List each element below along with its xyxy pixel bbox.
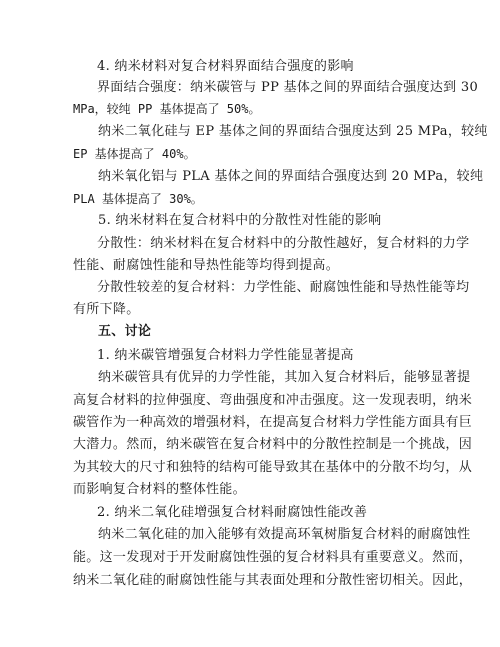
paragraph-line: 分散性：纳米材料在复合材料中的分散性越好，复合材料的力学	[97, 236, 470, 251]
paragraph-line: 碳管作为一种高效的增强材料，在提高复合材料力学性能方面具有巨	[73, 415, 473, 430]
section-heading-4: 4. 纳米材料对复合材料界面结合强度的影响	[97, 59, 354, 74]
paragraph-line: 为其较大的尺寸和独特的结构可能导致其在基体中的分散不均匀，从	[73, 460, 473, 475]
subsection-heading-1: 1. 纳米碳管增强复合材料力学性能显著提高	[97, 348, 354, 363]
paragraph-line: 分散性较差的复合材料：力学性能、耐腐蚀性能和导热性能等均	[97, 280, 470, 295]
paragraph-line: 大潜力。然而，纳米碳管在复合材料中的分散性控制是一个挑战，因	[73, 437, 473, 452]
section-heading-5: 5. 纳米材料在复合材料中的分散性对性能的影响	[98, 213, 382, 228]
paragraph-line: 纳米碳管具有优异的力学性能，其加入复合材料后，能够显著提	[98, 370, 471, 385]
paragraph-line: 纳米氧化铝与 PLA 基体之间的界面结合强度达到 20 MPa，较纯	[98, 169, 484, 184]
paragraph-line: 而影响复合材料的整体性能。	[73, 482, 246, 497]
paragraph-line: 性能、耐腐蚀性能和导热性能等均得到提高。	[73, 258, 340, 273]
subsection-heading-2: 2. 纳米二氧化硅增强复合材料耐腐蚀性能改善	[97, 505, 368, 520]
paragraph-line: PLA 基体提高了 30%。	[73, 192, 203, 206]
paragraph-line: 纳米二氧化硅的耐腐蚀性能与其表面处理和分散性密切相关。因此，	[73, 573, 473, 588]
chapter-heading-discussion: 五、讨论	[98, 324, 152, 339]
paragraph-line: 高复合材料的拉伸强度、弯曲强度和冲击强度。这一发现表明，纳米	[73, 393, 473, 408]
paragraph-line: 纳米二氧化硅与 EP 基体之间的界面结合强度达到 25 MPa，较纯	[98, 124, 488, 139]
paragraph-line: 纳米二氧化硅的加入能够有效提高环氧树脂复合材料的耐腐蚀性	[98, 527, 471, 542]
paragraph-line: 界面结合强度：纳米碳管与 PP 基体之间的界面结合强度达到 30	[97, 80, 479, 95]
paragraph-line: 能。这一发现对于开发耐腐蚀性强的复合材料具有重要意义。然而，	[73, 550, 473, 565]
paragraph-line: EP 基体提高了 40%。	[73, 147, 196, 161]
paragraph-line: 有所下降。	[73, 302, 140, 317]
paragraph-line: MPa，较纯 PP 基体提高了 50%。	[73, 102, 261, 116]
